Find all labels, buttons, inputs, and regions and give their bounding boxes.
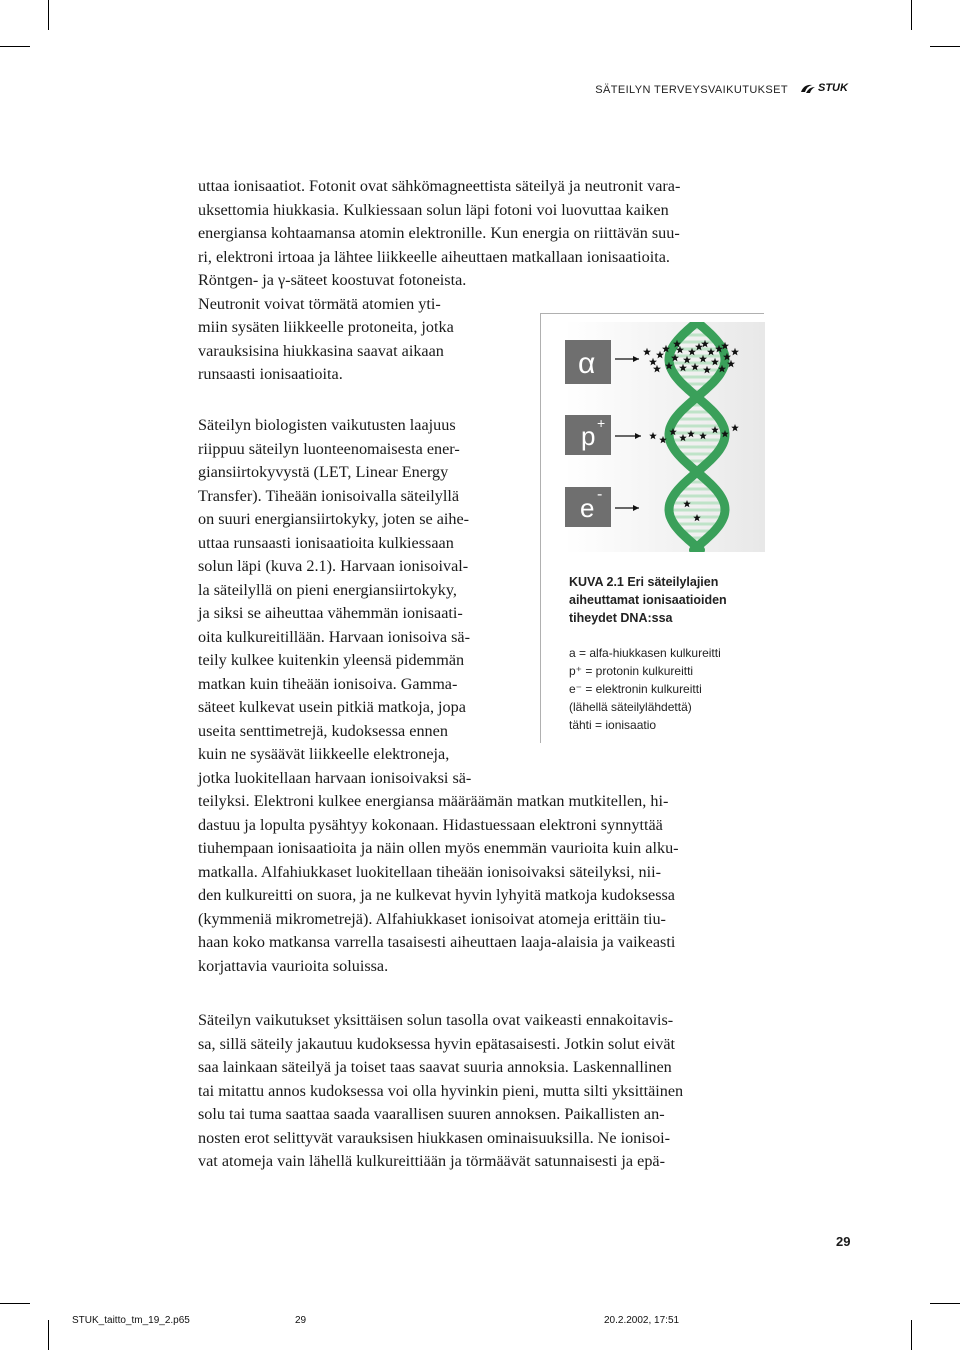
text-line: Säteilyn biologisten vaikutusten laajuus xyxy=(198,416,456,434)
caption-line: aiheuttamat ionisaatioiden xyxy=(569,593,727,607)
legend-item: p⁺ = protonin kulkureitti xyxy=(569,664,694,678)
text-line: giansiirtokyvystä (LET, Linear Energy xyxy=(198,463,449,481)
text-line: riippuu säteilyn luonteenomaisesta ener- xyxy=(198,439,460,458)
paragraph-3 xyxy=(198,1009,683,1174)
footer-page: 29 xyxy=(295,1315,307,1326)
logo-text: STUK xyxy=(818,82,848,94)
text-line: uttaa ionisaatiot. Fotonit ovat sähkömagneettista säteilyä ja neutronit vara- xyxy=(198,177,681,195)
text-line: matkan kuin tiheään ionisoiva. Gamma- xyxy=(198,674,458,693)
stuk-logo xyxy=(800,82,848,94)
text-line: jotka luokitellaan harvaan ionisoivaksi sä- xyxy=(198,768,472,787)
text-line: oita kulkureitillään. Harvaan ionisoiva sä- xyxy=(198,627,470,646)
crop-mark xyxy=(911,1320,912,1350)
text-line: energiansa kohtaamansa atomin elektronille. Kun energia on riittävän suu- xyxy=(198,224,680,242)
text-line: kuin ne sysäävät liikkeelle elektroneja, xyxy=(198,745,450,763)
text-line: Neutronit voivat törmätä atomien yti- xyxy=(198,294,441,313)
text-line: useita senttimetrejä, kudoksessa ennen xyxy=(198,721,448,740)
text-line: ja siksi se aiheuttaa vähemmän ionisaati- xyxy=(198,604,463,622)
crop-mark xyxy=(48,0,49,30)
text-line: korjattavia vaurioita soluissa. xyxy=(198,956,389,975)
text-line: saa lainkaan säteilyä ja toiset taas saavat suuria annoksia. Laskennallinen xyxy=(198,1058,672,1076)
figure-legend xyxy=(569,644,721,734)
paragraph-2-continued xyxy=(198,790,679,978)
text-line: teily kulkee kuitenkin yleensä pidemmän xyxy=(198,651,465,669)
text-line: tai mitattu annos kudoksessa voi olla hyvinkin pieni, mutta silti yksittäinen xyxy=(198,1081,684,1100)
text-line: matkalla. Alfahiukkaset luokitellaan tiheään ionisoivaksi säteilyksi, nii- xyxy=(198,862,662,881)
text-line: Transfer). Tiheään ionisoivalla säteilyllä xyxy=(198,486,460,505)
proton-label: p xyxy=(581,421,596,451)
alpha-label: α xyxy=(578,347,596,380)
caption-line: KUVA 2.1 Eri säteilylajien xyxy=(569,575,719,589)
text-line: uttaa runsaasti ionisaatioita kulkiessaan xyxy=(198,533,454,552)
text-line: Röntgen- ja γ-säteet koostuvat fotoneista. xyxy=(198,271,467,289)
running-header: SÄTEILYN TERVEYSVAIKUTUKSET xyxy=(595,84,788,96)
text-line: solun läpi (kuva 2.1). Harvaan ionisoival- xyxy=(198,557,469,575)
text-line: den kulkureitti on suora, ja ne kulkevat hyvin lyhyitä matkoja kudoksessa xyxy=(198,886,675,904)
stuk-logo-icon xyxy=(800,83,816,94)
dna-illustration xyxy=(565,322,765,552)
caption-line: tiheydet DNA:ssa xyxy=(569,611,673,625)
text-line: on suuri energiansiirtokyky, joten se aihe- xyxy=(198,510,470,528)
text-line: uksettomia hiukkasia. Kulkiessaan solun läpi fotoni voi luovuttaa kaiken xyxy=(198,200,669,219)
text-line: haan koko matkansa varrella tasaisesti aiheuttaen laaja-alaisia ja vaikeasti xyxy=(198,933,676,951)
text-line: nosten erot selittyvät varauksisen hiukkasen ominaisuuksilla. Ne ionisoi- xyxy=(198,1128,671,1147)
text-line: säteet kulkevat usein pitkiä matkoja, jopa xyxy=(198,698,466,716)
crop-mark xyxy=(48,1320,49,1350)
page-number: 29 xyxy=(836,1234,851,1249)
text-line: miin sysäten liikkeelle protoneita, jotka xyxy=(198,318,454,336)
text-line: runsaasti ionisaatioita. xyxy=(198,365,343,383)
text-line: (kymmeniä mikrometrejä). Alfahiukkaset ionisoivat atomeja erittäin tiu- xyxy=(198,909,666,928)
crop-mark xyxy=(930,1303,960,1304)
legend-item: tähti = ionisaatio xyxy=(569,718,657,732)
footer-timestamp: 20.2.2002, 17:51 xyxy=(604,1315,680,1326)
text-line: tiuhempaan ionisaatioita ja näin ollen myös enemmän vaurioita kuin alku- xyxy=(198,839,679,857)
crop-mark xyxy=(0,46,30,47)
paragraph-2 xyxy=(198,414,471,790)
figure-dna-ionisation xyxy=(565,322,765,557)
legend-item: (lähellä säteilylähdettä) xyxy=(569,700,692,714)
electron-label: e xyxy=(580,493,595,523)
figure-frame-left xyxy=(540,313,541,743)
crop-mark xyxy=(0,1303,30,1304)
text-line: ri, elektroni irtoaa ja lähtee liikkeelle aiheuttaen matkallaan ionisaatioita. xyxy=(198,247,670,266)
figure-frame-top xyxy=(540,313,764,314)
legend-item: e⁻ = elektronin kulkureitti xyxy=(569,682,702,696)
text-line: Säteilyn vaikutukset yksittäisen solun tasolla ovat vaikeasti ennakoitavis- xyxy=(198,1011,674,1029)
text-line: vat atomeja vain lähellä kulkureittiään ja törmäävät satunnaisesti ja epä- xyxy=(198,1152,666,1170)
text-line: solu tai tuma saattaa saada vaarallisen suuren annoksen. Paikallisten an- xyxy=(198,1105,665,1123)
footer-filename: STUK_taitto_tm_19_2.p65 xyxy=(72,1315,190,1326)
text-line: varauksisina hiukkasina saavat aikaan xyxy=(198,341,444,360)
text-line: teilyksi. Elektroni kulkee energiansa määräämän matkan mutkitellen, hi- xyxy=(198,792,669,810)
electron-label-sup: - xyxy=(597,486,603,503)
crop-mark xyxy=(930,46,960,47)
legend-item: a = alfa-hiukkasen kulkureitti xyxy=(569,646,721,660)
proton-label-sup: + xyxy=(597,415,606,431)
text-line: dastuu ja lopulta pysähtyy kokonaan. Hidastuessaan elektroni synnyttää xyxy=(198,815,663,834)
crop-mark xyxy=(911,0,912,30)
figure-caption xyxy=(569,573,727,627)
text-line: sa, sillä säteily jakautuu kudoksessa hyvin epätasaisesti. Jotkin solut eivät xyxy=(198,1034,676,1053)
text-line: la säteilyllä on pieni energiansiirtokyky, xyxy=(198,580,457,599)
